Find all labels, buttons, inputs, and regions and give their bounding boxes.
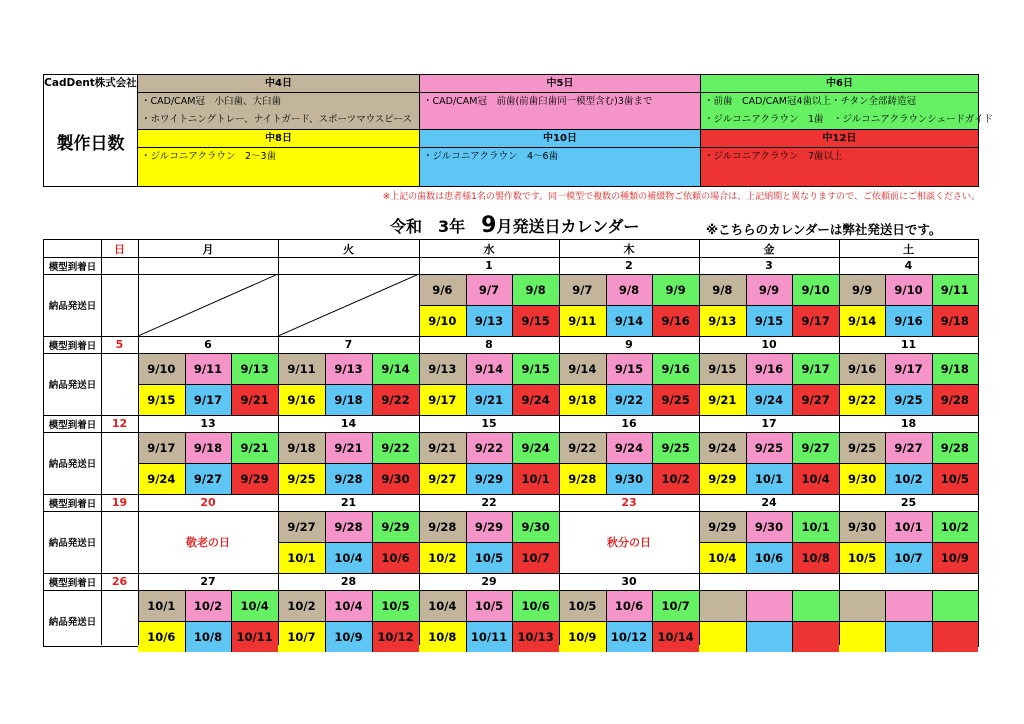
model-arrival-label: 模型到着日 xyxy=(48,577,97,589)
day-date: 18 xyxy=(900,417,917,430)
ship-date-gr: 9/22 xyxy=(372,432,419,463)
ship-date-y: 9/22 xyxy=(839,384,885,415)
ship-label: 納品発送日 xyxy=(48,380,97,391)
inner-hline xyxy=(699,542,839,543)
ship-date-y: 9/21 xyxy=(699,384,746,415)
day-date: 9 xyxy=(625,338,633,351)
ship-label: 納品発送日 xyxy=(48,617,97,628)
ship-date-r: 10/5 xyxy=(932,463,978,494)
ship-date-gr: 9/29 xyxy=(372,511,419,542)
inner-hline xyxy=(419,542,559,543)
ship-date-g: 9/9 xyxy=(839,274,885,305)
ship-date-p: 9/17 xyxy=(885,353,931,384)
inner-hline xyxy=(559,384,699,385)
inner-hline xyxy=(559,621,699,622)
ship-date-y: 9/24 xyxy=(138,463,185,494)
ship-date-gr: 9/25 xyxy=(652,432,699,463)
ship-date-b: 9/13 xyxy=(466,305,513,336)
ship-date-r: 9/17 xyxy=(792,305,839,336)
ship-date-b: 10/8 xyxy=(185,621,232,652)
title-era: 令和 3年 xyxy=(390,217,466,236)
ship-date-g: 9/25 xyxy=(839,432,885,463)
ship-label: 納品発送日 xyxy=(48,538,97,549)
lead-time-item: ・ホワイトニングトレー、ナイトガード、スポーツマウスピース xyxy=(141,114,412,125)
lead-time-title: 中5日 xyxy=(420,75,700,93)
lead-time-block xyxy=(138,130,420,186)
weekday-header: 水 xyxy=(483,242,495,256)
ship-date-g: 9/10 xyxy=(138,353,185,384)
empty-cell-diagonal xyxy=(138,274,278,336)
ship-date-p: 10/1 xyxy=(885,511,931,542)
holiday-name: 敬老の日 xyxy=(186,536,230,549)
ship-date-b: 9/14 xyxy=(606,305,653,336)
day-date xyxy=(278,257,419,274)
ship-date-r: 10/14 xyxy=(652,621,699,652)
ship-date-gr: 9/10 xyxy=(792,274,839,305)
lead-time-note: ※上記の歯数は患者様1名の製作数です。同一模型で複数の種類の補綴物ご依頼の場合は、上記納期と異なりますので、ご依頼前にご相談ください。 xyxy=(382,192,980,202)
ship-date-p: 9/30 xyxy=(746,511,793,542)
ship-date-b: 9/24 xyxy=(746,384,793,415)
ship-date-p xyxy=(746,590,793,621)
day-date: 22 xyxy=(481,496,497,509)
day-date: 1 xyxy=(485,259,493,272)
ship-date-b: 10/4 xyxy=(325,542,372,573)
inner-hline xyxy=(839,463,978,464)
ship-date-r: 10/1 xyxy=(512,463,559,494)
ship-date-y: 9/27 xyxy=(419,463,466,494)
ship-date-gr: 9/28 xyxy=(932,432,978,463)
row-line xyxy=(44,432,978,433)
ship-date-r: 10/11 xyxy=(231,621,278,652)
ship-date-g: 9/14 xyxy=(559,353,606,384)
sunday-date xyxy=(101,257,138,274)
production-days-heading: 製作日数 xyxy=(56,134,125,154)
ship-date-b: 10/12 xyxy=(606,621,653,652)
ship-date-r: 9/30 xyxy=(372,463,419,494)
calendar-title xyxy=(390,213,639,238)
ship-date-gr: 9/16 xyxy=(652,353,699,384)
ship-date-y: 10/5 xyxy=(839,542,885,573)
day-date: 10 xyxy=(761,338,777,351)
ship-date-g: 9/13 xyxy=(419,353,466,384)
ship-date-y: 9/15 xyxy=(138,384,185,415)
ship-date-gr: 9/9 xyxy=(652,274,699,305)
row-line xyxy=(44,274,978,275)
day-date: 7 xyxy=(344,338,353,351)
ship-date-p: 9/8 xyxy=(606,274,653,305)
inner-hline xyxy=(839,621,978,622)
day-date: 25 xyxy=(900,496,917,509)
ship-date-gr: 9/14 xyxy=(372,353,419,384)
ship-date-p: 9/14 xyxy=(466,353,513,384)
ship-date-y: 9/14 xyxy=(839,305,885,336)
inner-hline xyxy=(419,384,559,385)
ship-label: 納品発送日 xyxy=(48,301,97,312)
weekday-header: 土 xyxy=(903,242,914,256)
ship-date-b: 10/5 xyxy=(466,542,513,573)
ship-date-g xyxy=(839,590,885,621)
empty-cell-diagonal xyxy=(278,274,419,336)
lead-time-block xyxy=(701,130,978,186)
model-arrival-label: 模型到着日 xyxy=(48,419,97,431)
ship-date-p: 10/2 xyxy=(185,590,232,621)
col-line xyxy=(559,240,560,645)
ship-date-r: 10/12 xyxy=(372,621,419,652)
ship-date-b: 10/2 xyxy=(885,463,931,494)
ship-date-g xyxy=(699,590,746,621)
ship-date-y: 9/13 xyxy=(699,305,746,336)
title-month: 9 xyxy=(481,213,497,238)
lead-time-title: 中8日 xyxy=(138,130,419,148)
ship-date-g: 9/16 xyxy=(839,353,885,384)
inner-hline xyxy=(839,305,978,306)
day-date: 21 xyxy=(340,496,357,509)
ship-date-y: 10/2 xyxy=(419,542,466,573)
ship-date-g: 9/30 xyxy=(839,511,885,542)
lead-time-block xyxy=(138,75,420,130)
ship-date-y: 9/25 xyxy=(278,463,325,494)
ship-date-p: 9/24 xyxy=(606,432,653,463)
day-date: 30 xyxy=(621,575,637,588)
ship-date-b: 10/1 xyxy=(746,463,793,494)
ship-date-r: 9/21 xyxy=(231,384,278,415)
inner-hline xyxy=(559,305,699,306)
ship-date-g: 9/11 xyxy=(278,353,325,384)
day-date xyxy=(839,573,978,590)
ship-date-b: 9/16 xyxy=(885,305,931,336)
ship-date-y: 9/29 xyxy=(699,463,746,494)
ship-date-gr: 9/11 xyxy=(932,274,978,305)
weekday-header: 月 xyxy=(202,242,214,256)
ship-date-y: 9/10 xyxy=(419,305,466,336)
inner-hline xyxy=(699,305,839,306)
ship-date-p: 9/9 xyxy=(746,274,793,305)
ship-date-b xyxy=(746,621,793,652)
col-line xyxy=(419,240,420,645)
lead-time-item: ・ジルコニアクラウン 2～3歯 xyxy=(141,151,277,162)
lead-time-item: ・CAD/CAM冠 小臼歯、大臼歯 xyxy=(141,96,281,107)
day-date: 24 xyxy=(761,496,777,509)
ship-date-gr: 9/24 xyxy=(512,432,559,463)
inner-hline xyxy=(699,621,839,622)
ship-date-g: 10/5 xyxy=(559,590,606,621)
ship-date-p: 9/15 xyxy=(606,353,653,384)
ship-date-r: 10/7 xyxy=(512,542,559,573)
lead-time-item: ・CAD/CAM冠 前歯(前歯臼歯同一模型含む)3歯まで xyxy=(423,96,653,107)
ship-date-r: 9/18 xyxy=(932,305,978,336)
model-arrival-label: 模型到着日 xyxy=(48,340,97,352)
ship-date-r: 10/9 xyxy=(932,542,978,573)
ship-date-gr: 9/21 xyxy=(231,432,278,463)
ship-date-p: 9/22 xyxy=(466,432,513,463)
ship-date-g: 9/22 xyxy=(559,432,606,463)
inner-hline xyxy=(839,542,978,543)
ship-date-g: 9/8 xyxy=(699,274,746,305)
ship-date-g: 9/6 xyxy=(419,274,466,305)
ship-date-gr: 10/4 xyxy=(231,590,278,621)
ship-date-p xyxy=(885,590,931,621)
ship-date-gr: 9/30 xyxy=(512,511,559,542)
day-date: 27 xyxy=(200,575,216,588)
ship-date-r: 9/16 xyxy=(652,305,699,336)
ship-date-b: 9/28 xyxy=(325,463,372,494)
day-date: 8 xyxy=(485,338,493,351)
ship-date-p: 10/6 xyxy=(606,590,653,621)
col-line xyxy=(839,240,840,645)
ship-date-y: 10/4 xyxy=(699,542,746,573)
ship-date-y: 9/11 xyxy=(559,305,606,336)
row-line xyxy=(44,573,978,574)
weekday-header: 火 xyxy=(343,242,354,256)
row-line xyxy=(44,494,978,495)
ship-date-g: 10/1 xyxy=(138,590,185,621)
ship-date-g: 9/24 xyxy=(699,432,746,463)
model-arrival-label: 模型到着日 xyxy=(48,261,97,273)
ship-date-y: 9/28 xyxy=(559,463,606,494)
row-line xyxy=(44,353,978,354)
col-line xyxy=(699,240,700,645)
ship-date-g: 9/7 xyxy=(559,274,606,305)
ship-date-g: 9/21 xyxy=(419,432,466,463)
ship-date-gr: 9/27 xyxy=(792,432,839,463)
ship-date-b: 9/18 xyxy=(325,384,372,415)
row-line xyxy=(44,511,978,512)
ship-date-b: 10/11 xyxy=(466,621,513,652)
ship-date-b: 9/15 xyxy=(746,305,793,336)
ship-date-g: 10/4 xyxy=(419,590,466,621)
row-line xyxy=(44,336,978,337)
ship-date-b xyxy=(885,621,931,652)
sunday-date: 12 xyxy=(111,417,128,430)
lead-time-title: 中4日 xyxy=(138,75,419,93)
weekday-header: 木 xyxy=(623,242,635,256)
ship-date-r xyxy=(792,621,839,652)
lead-time-block xyxy=(420,75,701,130)
day-date xyxy=(699,573,839,590)
ship-date-r: 9/15 xyxy=(512,305,559,336)
ship-date-y: 9/18 xyxy=(559,384,606,415)
ship-date-y: 10/7 xyxy=(278,621,325,652)
ship-date-y: 9/17 xyxy=(419,384,466,415)
lead-time-block xyxy=(701,75,994,130)
ship-date-gr: 10/6 xyxy=(512,590,559,621)
lead-time-item: ・ジルコニアクラウン 4～6歯 xyxy=(423,151,559,162)
col-line xyxy=(138,240,139,645)
ship-date-p: 9/25 xyxy=(746,432,793,463)
inner-hline xyxy=(138,463,278,464)
ship-date-p: 10/5 xyxy=(466,590,513,621)
inner-hline xyxy=(278,463,419,464)
ship-date-y xyxy=(839,621,885,652)
ship-date-r: 9/29 xyxy=(231,463,278,494)
ship-date-p: 9/21 xyxy=(325,432,372,463)
day-date: 15 xyxy=(481,417,497,430)
ship-date-y: 10/6 xyxy=(138,621,185,652)
ship-date-b: 10/6 xyxy=(746,542,793,573)
ship-date-r: 9/24 xyxy=(512,384,559,415)
ship-date-gr: 10/7 xyxy=(652,590,699,621)
company-cell xyxy=(44,75,138,186)
diagonal-line xyxy=(278,274,419,336)
ship-date-p: 9/29 xyxy=(466,511,513,542)
ship-date-g: 9/15 xyxy=(699,353,746,384)
day-date: 28 xyxy=(340,575,357,588)
day-date: 29 xyxy=(481,575,497,588)
row-line xyxy=(44,590,978,591)
lead-time-title: 中10日 xyxy=(420,130,700,148)
ship-date-gr xyxy=(792,590,839,621)
ship-date-g: 9/17 xyxy=(138,432,185,463)
inner-hline xyxy=(699,384,839,385)
col-line xyxy=(101,240,102,645)
ship-date-y: 10/9 xyxy=(559,621,606,652)
ship-date-gr: 9/17 xyxy=(792,353,839,384)
day-date: 17 xyxy=(761,417,777,430)
company-name: CadDent株式会社 xyxy=(44,77,137,89)
day-date: 16 xyxy=(621,417,637,430)
ship-date-y xyxy=(699,621,746,652)
ship-date-r: 9/22 xyxy=(372,384,419,415)
lead-time-title: 中6日 xyxy=(701,75,978,93)
calendar-subtitle: ※こちらのカレンダーは弊社発送日です。 xyxy=(706,222,942,237)
ship-date-r: 10/4 xyxy=(792,463,839,494)
title-suffix: 月発送日カレンダー xyxy=(496,217,640,236)
ship-date-r: 9/27 xyxy=(792,384,839,415)
ship-date-y: 10/8 xyxy=(419,621,466,652)
diagonal-line xyxy=(138,274,278,336)
inner-hline xyxy=(699,463,839,464)
ship-date-r xyxy=(932,621,978,652)
lead-time-title: 中12日 xyxy=(701,130,978,148)
ship-date-b: 10/9 xyxy=(325,621,372,652)
ship-date-b: 9/21 xyxy=(466,384,513,415)
day-date xyxy=(138,257,278,274)
day-date: 13 xyxy=(200,417,216,430)
ship-date-g: 9/28 xyxy=(419,511,466,542)
ship-date-b: 9/25 xyxy=(885,384,931,415)
ship-date-r: 10/2 xyxy=(652,463,699,494)
ship-date-p: 10/4 xyxy=(325,590,372,621)
sunday-date: 26 xyxy=(111,575,128,588)
ship-date-y: 9/30 xyxy=(839,463,885,494)
ship-date-g: 10/2 xyxy=(278,590,325,621)
day-date: 14 xyxy=(340,417,357,430)
sunday-date: 19 xyxy=(111,496,128,509)
ship-date-b: 9/29 xyxy=(466,463,513,494)
inner-hline xyxy=(278,384,419,385)
holiday-name: 秋分の日 xyxy=(607,536,651,549)
inner-hline xyxy=(839,384,978,385)
day-date: 20 xyxy=(200,496,216,509)
lead-time-block xyxy=(420,130,701,186)
ship-date-p: 9/7 xyxy=(466,274,513,305)
day-date: 4 xyxy=(904,259,913,272)
ship-date-g: 9/18 xyxy=(278,432,325,463)
production-days-table xyxy=(43,74,994,187)
ship-date-gr: 9/15 xyxy=(512,353,559,384)
day-date: 6 xyxy=(204,338,212,351)
lead-time-item: ・前歯 CAD/CAM冠4歯以上・チタン全部鋳造冠 xyxy=(704,96,917,107)
sunday-date: 5 xyxy=(115,338,124,351)
inner-hline xyxy=(278,542,419,543)
ship-date-gr: 9/18 xyxy=(932,353,978,384)
weekday-header: 日 xyxy=(114,242,125,256)
ship-date-gr: 10/5 xyxy=(372,590,419,621)
row-line xyxy=(44,415,978,416)
ship-date-p: 9/27 xyxy=(885,432,931,463)
day-date: 23 xyxy=(621,496,637,509)
ship-date-p: 9/10 xyxy=(885,274,931,305)
lead-time-item: ・ジルコニアクラウン 1歯 ・ジルコニアクラウンシェードガイド xyxy=(704,114,994,125)
ship-date-p: 9/28 xyxy=(325,511,372,542)
ship-date-gr: 10/1 xyxy=(792,511,839,542)
ship-date-y: 10/1 xyxy=(278,542,325,573)
ship-date-b: 10/7 xyxy=(885,542,931,573)
ship-date-r: 10/13 xyxy=(512,621,559,652)
day-date: 11 xyxy=(900,338,917,351)
model-arrival-label: 模型到着日 xyxy=(48,498,97,510)
ship-date-y: 9/16 xyxy=(278,384,325,415)
inner-hline xyxy=(419,621,559,622)
ship-date-b: 9/27 xyxy=(185,463,232,494)
ship-date-r: 10/8 xyxy=(792,542,839,573)
ship-date-gr: 9/8 xyxy=(512,274,559,305)
ship-date-b: 9/30 xyxy=(606,463,653,494)
ship-date-gr: 9/13 xyxy=(231,353,278,384)
col-line xyxy=(278,240,279,645)
ship-date-gr: 10/2 xyxy=(932,511,978,542)
row-line xyxy=(44,257,978,258)
day-date: 2 xyxy=(625,259,633,272)
inner-hline xyxy=(278,621,419,622)
weekday-header: 金 xyxy=(763,242,775,256)
day-date: 3 xyxy=(765,259,773,272)
ship-date-p: 9/16 xyxy=(746,353,793,384)
ship-date-b: 9/17 xyxy=(185,384,232,415)
ship-date-gr xyxy=(932,590,978,621)
ship-date-b: 9/22 xyxy=(606,384,653,415)
ship-date-r: 9/28 xyxy=(932,384,978,415)
ship-label: 納品発送日 xyxy=(48,459,97,470)
ship-date-r: 10/6 xyxy=(372,542,419,573)
ship-date-p: 9/13 xyxy=(325,353,372,384)
shipping-calendar xyxy=(43,239,979,647)
ship-date-g: 9/29 xyxy=(699,511,746,542)
inner-hline xyxy=(559,463,699,464)
inner-hline xyxy=(419,463,559,464)
lead-time-item: ・ジルコニアクラウン 7歯以上 xyxy=(704,151,843,162)
ship-date-r: 9/25 xyxy=(652,384,699,415)
ship-date-p: 9/11 xyxy=(185,353,232,384)
inner-hline xyxy=(419,305,559,306)
ship-date-g: 9/27 xyxy=(278,511,325,542)
inner-hline xyxy=(138,621,278,622)
inner-hline xyxy=(138,384,278,385)
ship-date-p: 9/18 xyxy=(185,432,232,463)
